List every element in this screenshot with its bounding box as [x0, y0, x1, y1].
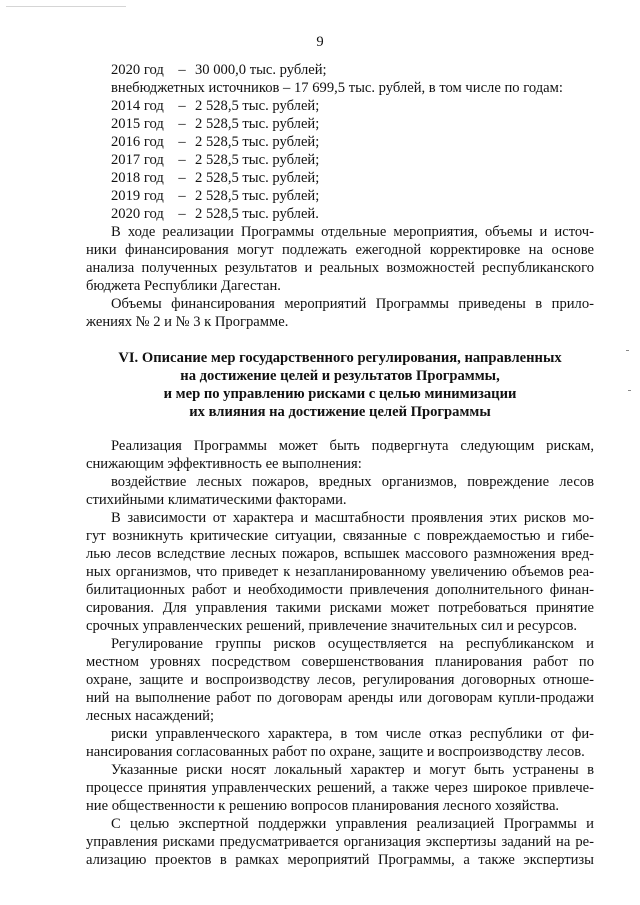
- year-label: 2015 год: [111, 116, 164, 132]
- amount: 2 528,5 тыс. рублей;: [195, 170, 320, 186]
- financing-line-2014: [111, 98, 319, 115]
- financing-line-total: [111, 62, 327, 79]
- scan-mark: [628, 390, 631, 391]
- paragraph-line: риски управленческого характера, в том числе отказ республики от фи-: [111, 726, 594, 742]
- paragraph-line: Объемы финансирования мероприятий Программы приведены в прило-: [111, 296, 594, 312]
- paragraph-line: Указанные риски носят локальный характер и могут быть устранены в: [111, 762, 594, 778]
- paragraph-line: срочных управленческих решений, привлечение значительных сил и ресурсов.: [86, 618, 578, 634]
- section-heading-line: VI. Описание мер государственного регулирования, направленных: [118, 350, 562, 366]
- paragraph-line: бюджета Республики Дагестан.: [86, 278, 281, 294]
- paragraph-line: Реализация Программы может быть подвергнута следующим рискам,: [111, 438, 594, 454]
- amount: 30 000,0 тыс. рублей;: [195, 62, 327, 78]
- section-heading-line: их влияния на достижение целей Программы: [189, 404, 491, 420]
- amount: 2 528,5 тыс. рублей;: [195, 134, 320, 150]
- paragraph-line: ники финансирования могут подлежать ежегодной корректировке на основе: [86, 242, 594, 258]
- amount: 2 528,5 тыс. рублей;: [195, 116, 320, 132]
- paragraph-line: охране, защите и воспроизводству лесов, регулирования договорных отноше-: [86, 672, 594, 688]
- amount: 2 528,5 тыс. рублей;: [195, 152, 320, 168]
- section-heading-line: и мер по управлению рисками с целью минимизации: [163, 386, 517, 402]
- paragraph-line: гут возникнуть критические ситуации, связанные с повреждаемостью и гибе-: [86, 528, 594, 544]
- dash: –: [178, 62, 186, 78]
- paragraph-line: воздействие лесных пожаров, вредных организмов, повреждение лесов: [111, 474, 594, 490]
- paragraph-line: управления рисками предусматривается организация экспертизы заданий на ре-: [86, 834, 594, 850]
- financing-line-2019: [111, 188, 319, 205]
- paragraph-line: билитационных работ и необходимости привлечения дополнительного финан-: [86, 582, 594, 598]
- scan-mark: [626, 350, 629, 351]
- year-label: 2014 год: [111, 98, 164, 114]
- year-label: 2017 год: [111, 152, 164, 168]
- paragraph-line: лью лесов вследствие лесных пожаров, вспышек массового размножения вред-: [86, 546, 594, 562]
- paragraph-line: жениях № 2 и № 3 к Программе.: [86, 314, 289, 330]
- dash: –: [178, 170, 186, 186]
- year-label: 2018 год: [111, 170, 164, 186]
- paragraph-line: лесных насаждений;: [86, 708, 215, 724]
- dash: –: [178, 152, 186, 168]
- scan-mark: [6, 6, 126, 7]
- paragraph-line: процессе принятия управленческих решений, а также через широкое привлече-: [86, 780, 594, 796]
- paragraph-line: сирования. Для управления такими рисками может потребоваться принятие: [86, 600, 594, 616]
- year-label: 2016 год: [111, 134, 164, 150]
- paragraph-line: снижающим эффективность ее выполнения:: [86, 456, 362, 472]
- paragraph-line: ние общественности к решению вопросов планирования лесного хозяйства.: [86, 798, 560, 814]
- paragraph-line: С целью экспертной поддержки управления реализацией Программы и: [111, 816, 594, 832]
- financing-line-2018: [111, 170, 319, 187]
- financing-line-2020: [111, 206, 319, 223]
- paragraph-line: анализа полученных результатов и реальных возможностей республиканского: [86, 260, 594, 276]
- paragraph-line: стихийными климатическими факторами.: [86, 492, 347, 508]
- dash: –: [178, 116, 186, 132]
- dash: –: [178, 134, 186, 150]
- paragraph-line: ных организмов, что приведет к незапланированному увеличению объемов реа-: [86, 564, 594, 580]
- amount: 2 528,5 тыс. рублей;: [195, 188, 320, 204]
- year-label: 2020 год: [111, 206, 164, 222]
- page-number: 9: [316, 34, 324, 50]
- year-label: 2019 год: [111, 188, 164, 204]
- paragraph-line: ний на выполнение работ по договорам аренды или договорам купли-продажи: [86, 690, 594, 706]
- financing-line-2017: [111, 152, 319, 169]
- paragraph-line: В ходе реализации Программы отдельные мероприятия, объемы и источ-: [111, 224, 594, 240]
- financing-line-2015: [111, 116, 319, 133]
- year-label: 2020 год: [111, 62, 164, 78]
- paragraph-line: нансирования согласованных работ по охране, защите и воспроизводству лесов.: [86, 744, 585, 760]
- dash: –: [178, 188, 186, 204]
- section-heading-line: на достижение целей и результатов Программы,: [180, 368, 500, 384]
- paragraph-line: ализацию проектов в рамках мероприятий Программы, а также экспертизы: [86, 852, 594, 868]
- dash: –: [178, 206, 186, 222]
- financing-line-2016: [111, 134, 319, 151]
- amount: 2 528,5 тыс. рублей.: [195, 206, 319, 222]
- extrabudget-line: внебюджетных источников – 17 699,5 тыс. рублей, в том числе по годам:: [111, 80, 563, 96]
- paragraph-line: Регулирование группы рисков осуществляется на республиканском и: [111, 636, 594, 652]
- dash: –: [178, 98, 186, 114]
- amount: 2 528,5 тыс. рублей;: [195, 98, 320, 114]
- paragraph-line: В зависимости от характера и масштабности проявления этих рисков мо-: [111, 510, 594, 526]
- paragraph-line: местном уровнях посредством совершенствования планирования работ по: [86, 654, 594, 670]
